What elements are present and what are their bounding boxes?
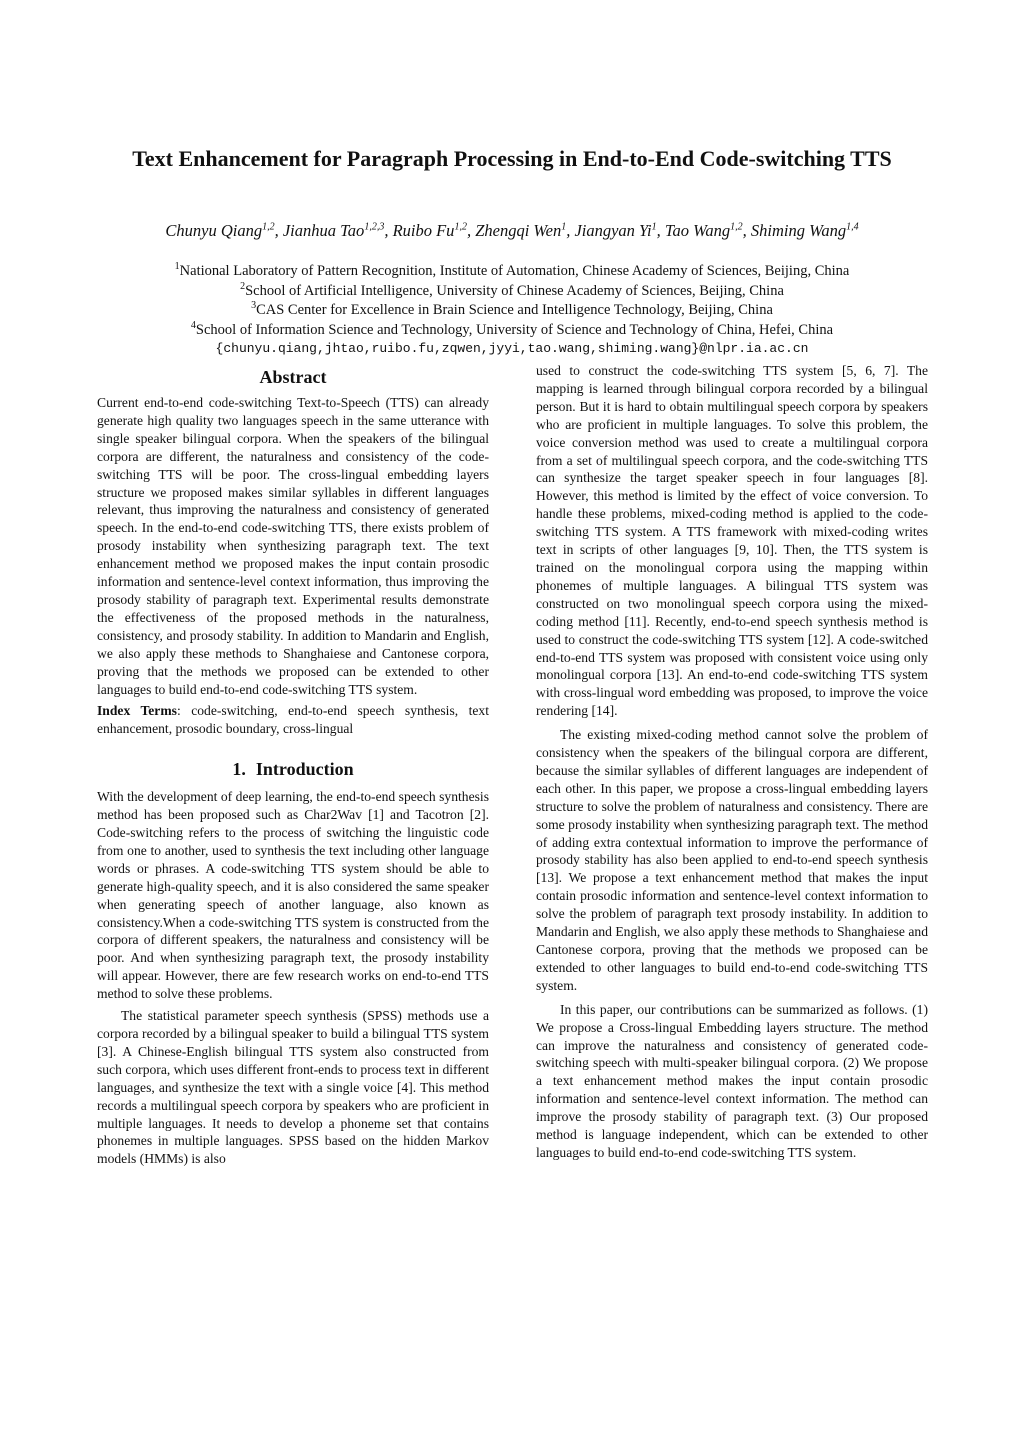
- paper-title: Text Enhancement for Paragraph Processing in End-to-End Code-switching TTS: [132, 146, 892, 171]
- intro-paragraph: used to construct the code-switching TTS system [5, 6, 7]. The mapping is learned through bilingual corpora recorded by a bilingual person. But it is hard to obtain multilingual speech corpora by speakers who are proficient in multiple languages. To solve this problem, the voice conversion method was used to create a multilingual corpora from a set of multilingual speech corpora, and the code-switching TTS can synthesize the target speaker speech in four languages [8]. However, this method is limited by the effect of voice conversion. To handle these problems, mixed-coding method is applied to the code-switching TTS system. A TTS framework with mixed-coding writes text in scripts of other languages [9, 10]. Then, the TTS system is trained on the monolingual corpora using the mapping within phonemes of multiple languages. A bilingual TTS system was constructed on two monolingual speech corpora using the mixed-coding method [11]. Recently, end-to-end speech synthesis method is used to construct the code-switching TTS system [12]. A code-switched end-to-end TTS system was proposed with consistent voice using only monolingual corpora [13]. An end-to-end code-switching TTS system with cross-lingual word embedding was proposed, to improve the voice rendering [14].: [536, 363, 928, 719]
- author-email: {chunyu.qiang,jhtao,ruibo.fu,zqwen,jyyi,tao.wang,shiming.wang}@nlpr.ia.ac.cn: [215, 341, 809, 357]
- section-heading-introduction: 1. Introduction: [232, 759, 354, 780]
- author: Jiangyan Yi$^1$: [574, 221, 657, 240]
- author: Tao Wang$^{1,2}$: [664, 221, 743, 240]
- author: Chunyu Qiang$^{1,2}$: [165, 221, 275, 240]
- index-terms: [97, 702, 489, 738]
- affiliation: $^1$National Laboratory of Pattern Recognition, Institute of Automation, Chinese Academy of Sciences, Beijing, China: [174, 261, 850, 279]
- intro-paragraph: In this paper, our contributions can be summarized as follows. (1) We propose a Cross-lingual Embedding layers structure. The method can improve the naturalness and consistency of generated code-switching speech with multi-speaker bilingual corpora. (2) We propose a text enhancement method makes the input contain prosodic information and sentence-level context information. The method can improve the prosody stability of paragraph text. (3) Our proposed method is language independent, which can be extended to other languages to build end-to-end code-switching TTS system.: [536, 1001, 928, 1160]
- affiliation: $^2$School of Artificial Intelligence, University of Chinese Academy of Sciences, Beijing, China: [240, 280, 784, 299]
- right-column: [536, 362, 928, 1168]
- intro-paragraph: The existing mixed-coding method cannot solve the problem of consistency when the speakers of the bilingual corpora are different, because the similar syllables of different languages are independent of each other. In this paper, we propose a cross-lingual embedding layers structure to solve the problem of naturalness and consistency. There are some prosody instability when synthesizing paragraph text. The method of adding extra contextual information to improve the performance of prosody stability has also been applied to end-to-end speech synthesis [13]. We propose a text enhancement method that makes the input contain prosodic information and sentence-level context information to solve the problem of paragraph text prosody instability. In addition to Mandarin and English, we also apply these methods to Shanghaiese and Cantonese corpora, proving that the methods we proposed can be extended to other languages to build end-to-end code-switching TTS system.: [536, 727, 928, 993]
- intro-paragraph: With the development of deep learning, the end-to-end speech synthesis method has been proposed such as Char2Wav [1] and Tacotron [2]. Code-switching refers to the process of switching the linguistic code from one to another, used to synthesis the text including other language words or phrases. A code-switching TTS system should be able to generate high-quality speech, and it is also considered the same speaker when generating speech of another language, also known as consistency.When a code-switching TTS system is constructed from the corpora of different speakers, the naturalness and consistency will be poor. And when synthesizing paragraph text, the prosody instability will appear. However, there are few research works on end-to-end TTS method to solve these problems.: [97, 789, 489, 1002]
- index-terms-label: Index Terms: [97, 703, 177, 719]
- author: Jianhua Tao$^{1,2,3}$: [282, 221, 385, 240]
- abstract-text: Current end-to-end code-switching Text-to-Speech (TTS) can already generate high quality two languages speech in the same utterance with single speaker bilingual corpora. When the speakers of the bilingual corpora are different, the naturalness and consistency of the code-switching TTS will be poor. The cross-lingual embedding layers structure we proposed makes similar syllables in different languages relevant, thus improving the naturalness and consistency of generated speech. In the end-to-end code-switching TTS, there exists problem of prosody instability when synthesizing paragraph text. The text enhancement method we proposed makes the input contain prosodic information and sentence-level context information, thus improving the prosody stability of paragraph text. Experimental results demonstrate the effectiveness of the proposed methods in the naturalness, consistency, and prosody stability. In addition to Mandarin and English, we also apply these methods to Shanghaiese and Cantonese corpora, proving that the methods we proposed can be extended to other languages to build end-to-end code-switching TTS system.: [97, 395, 489, 697]
- author: Zhengqi Wen$^1$: [475, 221, 567, 240]
- abstract-heading: Abstract: [259, 367, 327, 387]
- author-list: Chunyu Qiang$^{1,2}$, Jianhua Tao$^{1,2,3}$, Ruibo Fu$^{1,2}$, Zhengqi Wen$^1$, Jiangyan Yi$^1$, Tao Wang$^{1,2}$, Shiming Wang$^{1,4}$: [165, 221, 859, 240]
- index-terms-text: : code-switching, end-to-end speech synthesis, text enhancement, prosodic boundary, cross-lingual: [97, 703, 489, 737]
- author: Shiming Wang$^{1,4}$: [750, 221, 859, 240]
- author: Ruibo Fu$^{1,2}$: [392, 221, 467, 240]
- left-column: [97, 362, 489, 1172]
- affiliations: [60, 262, 964, 358]
- intro-paragraph: The statistical parameter speech synthesis (SPSS) methods use a corpora recorded by a bilingual speaker to build a bilingual TTS system [3]. A Chinese-English bilingual TTS system also constructed from such corpora, which uses different front-ends to process text in different languages, and synthesize the text with a single voice [4]. This method records a multilingual speech corpora by speakers who are proficient in multiple languages. It needs to develop a phoneme set that contains phonemes in multiple languages. SPSS based on the hidden Markov models (HMMs) is also: [97, 1008, 489, 1167]
- affiliation: $^3$CAS Center for Excellence in Brain Science and Intelligence Technology, Beijing, China: [251, 300, 773, 319]
- affiliation: $^4$School of Information Science and Technology, University of Science and Technology of China, Hefei, China: [190, 319, 834, 338]
